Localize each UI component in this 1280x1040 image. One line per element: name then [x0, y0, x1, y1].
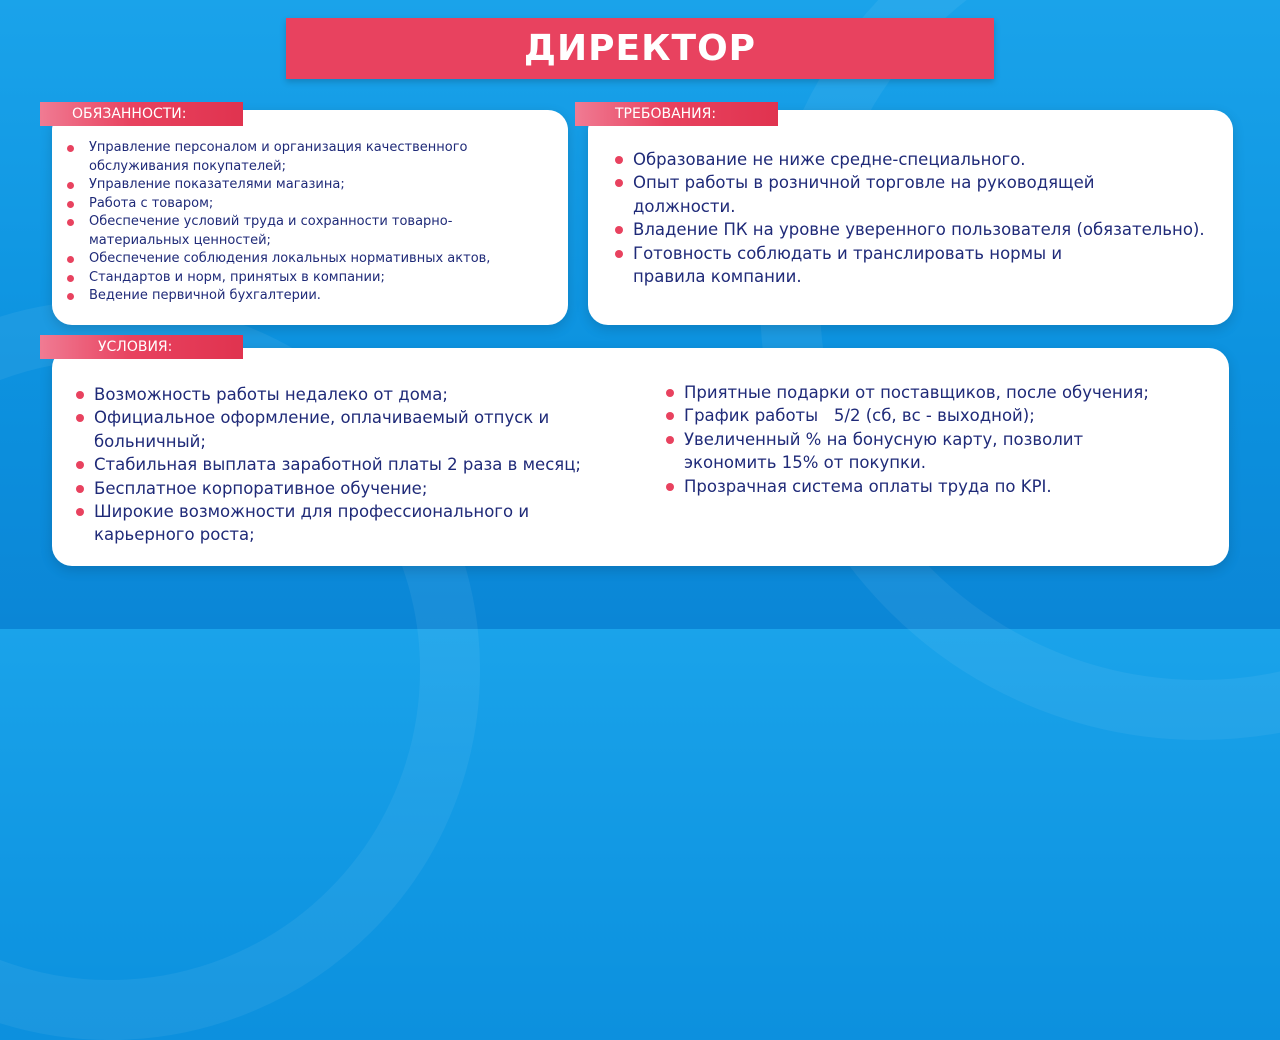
list-item: Опыт работы в розничной торговле на руководящей должности. [615, 171, 1123, 218]
conditions-list-right [666, 381, 1186, 498]
duties-tag: ОБЯЗАННОСТИ: [40, 102, 243, 126]
list-item: Обеспечение условий труда и сохранности товарно-материальных ценностей; [67, 213, 519, 250]
list-item: Ведение первичной бухгалтерии. [67, 287, 519, 306]
list-item: Образование не ниже средне-специального. [615, 148, 1113, 171]
requirements-list [615, 148, 1215, 288]
duties-card [52, 110, 568, 325]
page-title: ДИРЕКТОР [523, 28, 757, 69]
list-item: Управление персоналом и организация качественного обслуживания покупателей; [67, 139, 519, 176]
conditions-card [52, 348, 1229, 566]
list-item: Приятные подарки от поставщиков, после обучения; [666, 381, 1186, 404]
list-item: Владение ПК на уровне уверенного пользователя (обязательно). [615, 218, 1215, 241]
requirements-tag: ТРЕБОВАНИЯ: [575, 102, 778, 126]
list-item: Официальное оформление, оплачиваемый отпуск и больничный; [76, 406, 564, 453]
list-item: Обеспечение соблюдения локальных нормативных актов, [67, 250, 519, 269]
requirements-card [588, 110, 1233, 325]
conditions-tag: УСЛОВИЯ: [40, 335, 243, 359]
list-item: Работа с товаром; [67, 195, 519, 214]
list-item: График работы 5/2 (сб, вс - выходной); [666, 404, 1186, 427]
list-item: Стабильная выплата заработной платы 2 раза в месяц; [76, 453, 611, 476]
duties-list [67, 139, 519, 306]
list-item: Управление показателями магазина; [67, 176, 519, 195]
list-item: Прозрачная система оплаты труда по KPI. [666, 475, 1186, 498]
list-item: Широкие возможности для профессионального и карьерного роста; [76, 500, 564, 547]
conditions-list-left [76, 383, 611, 547]
list-item: Бесплатное корпоративное обучение; [76, 477, 611, 500]
list-item: Стандартов и норм, принятых в компании; [67, 269, 519, 288]
list-item: Возможность работы недалеко от дома; [76, 383, 611, 406]
list-item: Готовность соблюдать и транслировать нормы и правила компании. [615, 242, 1088, 289]
title-banner [286, 18, 994, 79]
list-item: Увеличенный % на бонусную карту, позволит экономить 15% от покупки. [666, 428, 1119, 475]
